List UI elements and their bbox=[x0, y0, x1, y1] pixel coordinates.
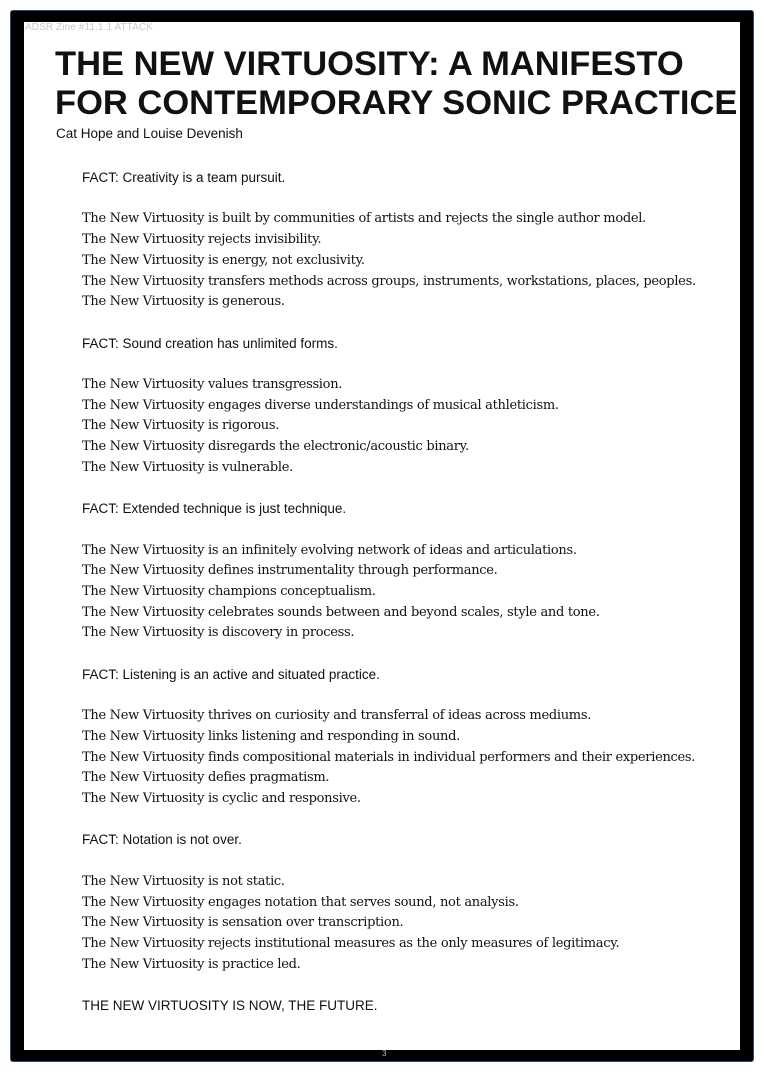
title-line-2: FOR CONTEMPORARY SONIC PRACTICE bbox=[55, 84, 738, 122]
fact-heading: FACT: Listening is an active and situated practice. bbox=[82, 666, 380, 682]
manifesto-statement: The New Virtuosity is practice led. bbox=[82, 956, 301, 972]
manifesto-statement: The New Virtuosity celebrates sounds between and beyond scales, style and tone. bbox=[82, 604, 600, 620]
manifesto-statement: The New Virtuosity rejects invisibility. bbox=[82, 232, 322, 248]
fact-heading: FACT: Creativity is a team pursuit. bbox=[82, 170, 286, 185]
manifesto-statement: The New Virtuosity is an infinitely evolving network of ideas and articulations. bbox=[82, 542, 577, 558]
manifesto-statement: The New Virtuosity rejects institutional measures as the only measures of legitimacy. bbox=[82, 935, 620, 951]
manifesto-statement: The New Virtuosity transfers methods across groups, instruments, workstations, places, peoples. bbox=[82, 273, 696, 289]
manifesto-statement: The New Virtuosity is vulnerable. bbox=[82, 459, 293, 475]
manifesto-statement: The New Virtuosity is discovery in process. bbox=[82, 625, 355, 641]
page-title bbox=[55, 45, 737, 123]
manifesto-statement: The New Virtuosity engages notation that serves sound, not analysis. bbox=[82, 894, 519, 910]
manifesto-statement: The New Virtuosity is rigorous. bbox=[82, 418, 280, 434]
manifesto-statement: The New Virtuosity is built by communities of artists and rejects the single author model. bbox=[82, 211, 646, 227]
manifesto-statement: The New Virtuosity defines instrumentality through performance. bbox=[82, 563, 498, 579]
manifesto-statement: The New Virtuosity is sensation over transcription. bbox=[82, 915, 404, 931]
fact-heading: FACT: Notation is not over. bbox=[82, 832, 242, 848]
manifesto-statement: The New Virtuosity is generous. bbox=[82, 294, 285, 310]
closing-statement: THE NEW VIRTUOSITY IS NOW, THE FUTURE. bbox=[82, 998, 378, 1013]
running-head: ADSR Zine #11.1.1 ATTACK bbox=[25, 22, 154, 33]
manifesto-statement: The New Virtuosity champions conceptualism. bbox=[82, 584, 376, 599]
manifesto-statement: The New Virtuosity finds compositional materials in individual performers and their experiences. bbox=[82, 749, 696, 765]
page-number: 3 bbox=[382, 1049, 387, 1058]
authors: Cat Hope and Louise Devenish bbox=[56, 126, 243, 141]
manifesto-statement: The New Virtuosity thrives on curiosity and transferral of ideas across mediums. bbox=[82, 708, 592, 724]
manifesto-statement: The New Virtuosity is energy, not exclusivity. bbox=[82, 252, 365, 268]
manifesto-statement: The New Virtuosity links listening and responding in sound. bbox=[82, 728, 460, 744]
title-line-1: THE NEW VIRTUOSITY: A MANIFESTO bbox=[55, 45, 684, 83]
manifesto-statement: The New Virtuosity is cyclic and responsive. bbox=[82, 791, 361, 806]
manifesto-statement: The New Virtuosity disregards the electronic/acoustic binary. bbox=[82, 439, 469, 455]
manifesto-statement: The New Virtuosity values transgression. bbox=[82, 377, 343, 392]
manifesto-statement: The New Virtuosity is not static. bbox=[82, 873, 285, 889]
fact-heading: FACT: Extended technique is just technique. bbox=[82, 501, 347, 517]
manifesto-statement: The New Virtuosity engages diverse understandings of musical athleticism. bbox=[82, 397, 559, 413]
fact-heading: FACT: Sound creation has unlimited forms. bbox=[82, 335, 338, 351]
manifesto-statement: The New Virtuosity defies pragmatism. bbox=[82, 770, 330, 786]
